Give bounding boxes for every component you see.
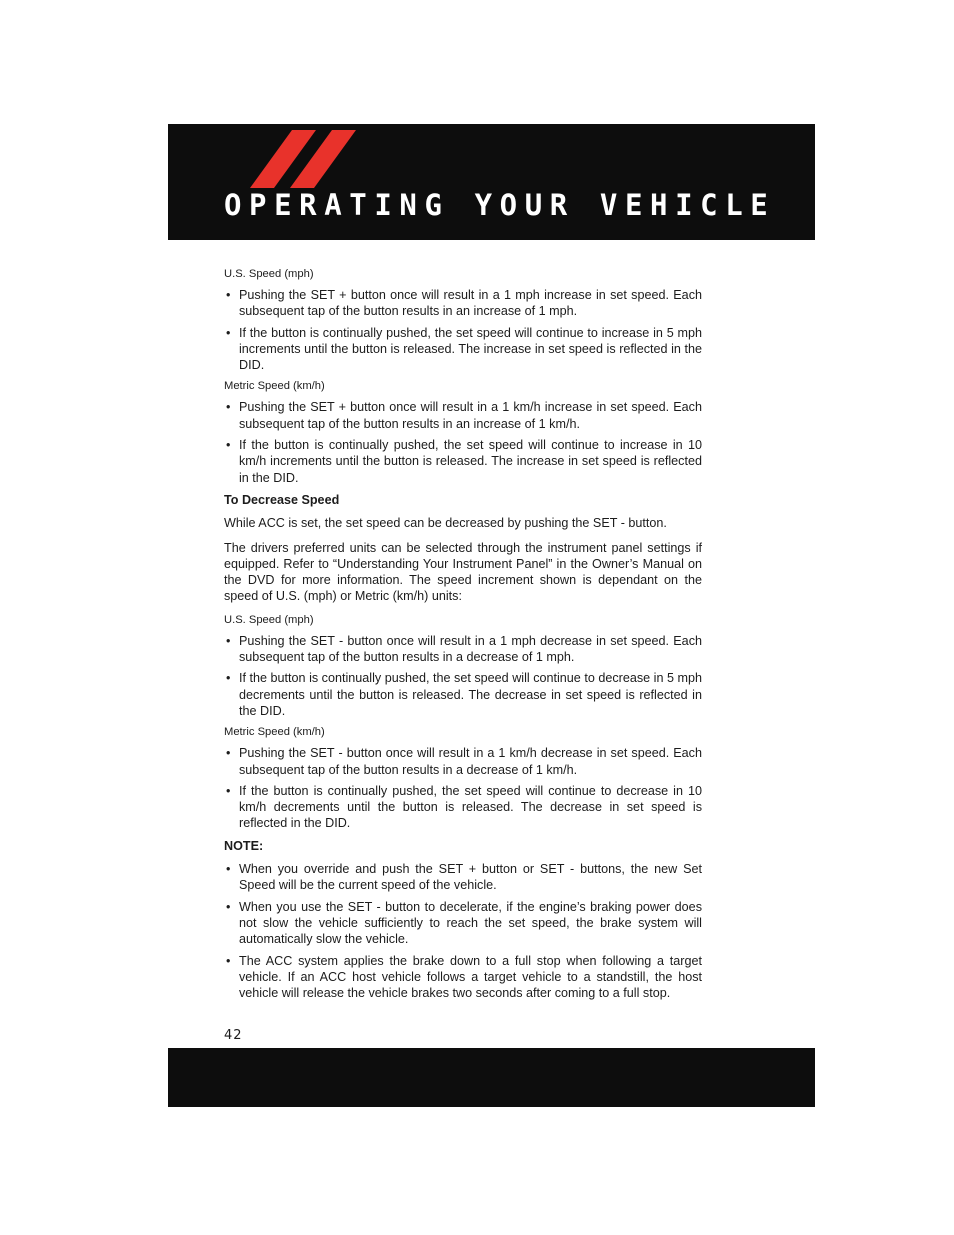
subheading: U.S. Speed (mph): [224, 613, 314, 626]
subheading: Metric Speed (km/h): [224, 726, 325, 739]
manual-content: [224, 267, 702, 1007]
list-item: • When you use the SET - button to decelerate, if the engine’s braking power does not slow the vehicle sufficiently to reach the set speed, the brake system will automatically slow the vehicle.: [224, 899, 702, 948]
bullet-list: [224, 861, 702, 1001]
section-heading: To Decrease Speed: [224, 492, 340, 507]
section-heading: NOTE:: [224, 838, 264, 853]
bullet-list: [224, 399, 702, 485]
page-title: OPERATING YOUR VEHICLE: [224, 188, 776, 222]
list-item: • Pushing the SET - button once will result in a 1 mph decrease in set speed. Each subsequent tap of the button results in a decrease of 1 mph.: [224, 633, 702, 666]
header-band: [168, 124, 815, 240]
list-item: • If the button is continually pushed, the set speed will continue to decrease in 5 mph decrements until the button is released. The decrease in set speed is reflected in the DID.: [224, 670, 702, 719]
list-item: • Pushing the SET + button once will result in a 1 mph increase in set speed. Each subsequent tap of the button results in an increase of 1 mph.: [224, 287, 702, 320]
list-item: • If the button is continually pushed, the set speed will continue to increase in 10 km/h increments until the button is released. The increase in set speed is reflected in the DID.: [224, 437, 702, 486]
list-item: • Pushing the SET - button once will result in a 1 km/h decrease in set speed. Each subsequent tap of the button results in a decrease of 1 km/h.: [224, 745, 702, 778]
footer-band: [168, 1048, 815, 1107]
list-item: • When you override and push the SET + button or SET - buttons, the new Set Speed will be the current speed of the vehicle.: [224, 861, 702, 894]
bullet-list: [224, 745, 702, 831]
list-item: • If the button is continually pushed, the set speed will continue to decrease in 10 km/h decrements until the button is released. The decrease in set speed is reflected in the DID.: [224, 783, 702, 832]
list-item: • The ACC system applies the brake down to a full stop when following a target vehicle. If an ACC host vehicle follows a target vehicle to a standstill, the host vehicle will release the vehicle brakes two seconds after coming to a full stop.: [224, 953, 702, 1002]
paragraph: The drivers preferred units can be selected through the instrument panel settings if equipped. Refer to “Understanding Your Instrument Panel” in the Owner’s Manual on the DVD for more information. The speed increment shown is dependant on the speed of U.S. (mph) or Metric (km/h) units:: [224, 540, 702, 604]
paragraph: While ACC is set, the set speed can be decreased by pushing the SET - button.: [224, 516, 667, 531]
page-number: 42: [224, 1028, 243, 1043]
list-item: • If the button is continually pushed, the set speed will continue to increase in 5 mph increments until the button is released. The increase in set speed is reflected in the DID.: [224, 325, 702, 374]
list-item: • Pushing the SET + button once will result in a 1 km/h increase in set speed. Each subsequent tap of the button results in an increase of 1 km/h.: [224, 399, 702, 432]
bullet-list: [224, 287, 702, 373]
brand-stripes-logo: [250, 130, 360, 190]
subheading: U.S. Speed (mph): [224, 268, 314, 280]
subheading: Metric Speed (km/h): [224, 380, 325, 393]
bullet-list: [224, 633, 702, 719]
